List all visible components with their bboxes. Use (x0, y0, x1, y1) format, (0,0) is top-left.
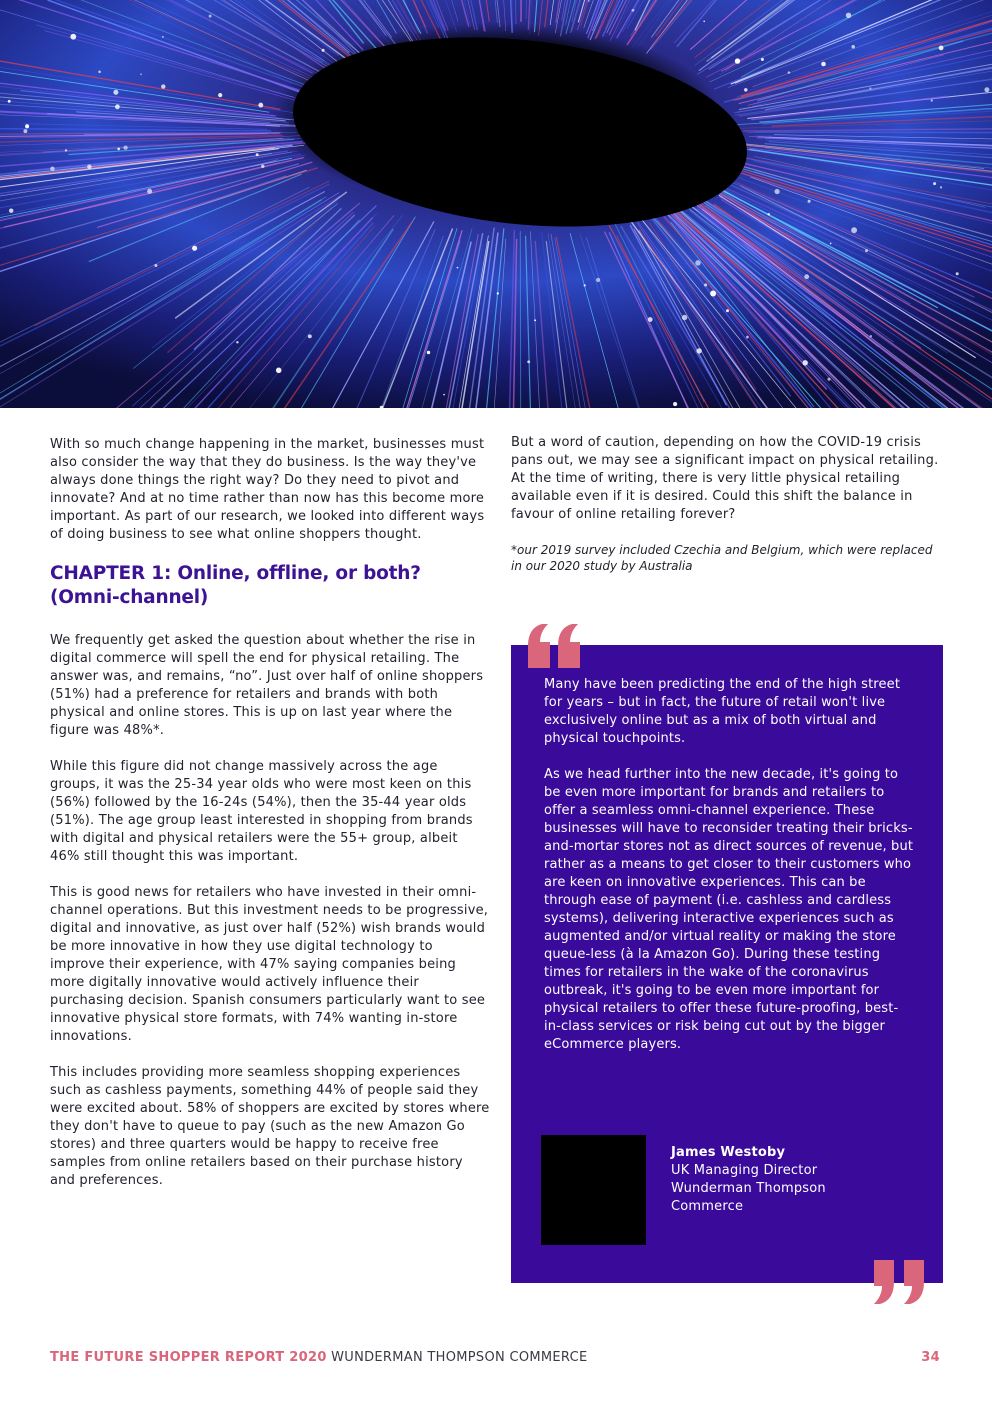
light-dot (744, 88, 747, 91)
light-dot (588, 0, 590, 2)
light-dot (851, 227, 857, 233)
light-dot (140, 73, 142, 75)
light-dot (931, 99, 933, 101)
intro-paragraph: With so much change happening in the market, businesses must also consider the way that they do business. Is the way they've always done things the right way? Do they need to pivot and innovate? And at no time rather than now has this become more important. As part of our research, we looked into different ways of doing business to see what online shoppers thought. (50, 437, 485, 542)
left-column (50, 436, 490, 1208)
light-dot (726, 309, 729, 312)
light-dot (65, 149, 67, 151)
body-paragraph-3: This is good news for retailers who have invested in their omni-channel operations. But this investment needs to be progressive, digital and innovative, as just over half (52%) wish brands would be more innovative in how they use digital technology to improve their experience, with 47% saying companies being more digitally innovative would actively influence their purchasing decision. Spanish consumers particularly want to see innovative physical store formats, with 74% wanting in-store innovations. (50, 885, 489, 1044)
author-title-line2: Wunderman Thompson (671, 1181, 826, 1196)
light-dot (774, 189, 779, 194)
author-title-line1: UK Managing Director (671, 1163, 818, 1178)
light-dot (869, 87, 871, 89)
light-dot (117, 148, 120, 151)
quote-paragraph-1: Many have been predicting the end of the high street for years – but in fact, the future of retail won't live exclusively online but as a mix of both virtual and physical touchpoints. (544, 677, 901, 746)
light-dot (632, 9, 635, 12)
light-dot (584, 284, 586, 286)
light-dot (113, 90, 118, 95)
chapter-title-line2: (Omni-channel) (50, 587, 209, 608)
light-dot (830, 243, 832, 245)
footer-organization: WUNDERMAN THOMPSON COMMERCE (331, 1350, 588, 1365)
quote-paragraph-2: As we head further into the new decade, it's going to be even more important for brands and retailers to offer a seamless omni-channel experience. These businesses will have to reconsider treating their bricks-and-mortar stores not as direct sources of revenue, but rather as a means to get closer to their customers who are keen on innovative experiences. This can be through ease of payment (i.e. cashless and cardless systems), delivering interactive experiences such as augmented and/or virtual reality or making the store queue-less (à la Amazon Go). During these testing times for retailers in the wake of the coronavirus outbreak, it's going to be even more important for physical retailers to offer these future-proofing, best-in-class services or risk being cut out by the bigger eCommerce players. (544, 767, 914, 1052)
page-footer (50, 1350, 942, 1368)
fiber-optic-tunnel-image (0, 0, 992, 408)
light-dot (50, 167, 54, 171)
light-dot (258, 103, 263, 108)
light-dot (746, 336, 749, 339)
light-dot (696, 348, 701, 353)
light-dot (804, 274, 809, 279)
light-dot (123, 146, 127, 150)
light-dot (256, 153, 259, 156)
body-paragraph-4: This includes providing more seamless shopping experiences such as cashless payments, something 44% of people said they were excited about. 58% of shoppers are excited by stores where they don't have to queue to pay (such as the new Amazon Go stores) and three quarters would be happy to receive free samples from online retailers based on their purchase history and preferences. (50, 1065, 490, 1188)
light-dot (308, 334, 312, 338)
body-paragraph-2: While this figure did not change massively across the age groups, it was the 25-34 year olds who were most keen on this (56%) followed by the 16-24s (54%), then the 35-44 year olds (51%). The age group least interested in shopping from brands with digital and physical retailers were the 55+ group, albeit 46% still thought this was important. (50, 759, 473, 864)
light-dot (192, 246, 197, 251)
light-dot (162, 36, 164, 38)
light-dot (161, 84, 165, 88)
light-dot (682, 315, 687, 320)
light-dot (261, 165, 264, 168)
hero-image (0, 0, 992, 408)
light-dot (322, 49, 325, 52)
light-dot (648, 317, 653, 322)
light-dot (695, 260, 701, 266)
footnote: *our 2019 survey included Czechia and Belgium, which were replaced in our 2020 study by Australia (511, 543, 933, 573)
author-title-line3: Commerce (671, 1199, 744, 1214)
light-dot (846, 13, 851, 18)
light-dot (527, 360, 530, 363)
light-dot (443, 394, 445, 396)
caution-paragraph: But a word of caution, depending on how the COVID-19 crisis pans out, we may see a significant impact on physical retailing. At the time of writing, there is very little physical retailing available even if it is desired. Could this shift the balance in favour of online retailing forever? (511, 435, 939, 522)
light-dot (276, 368, 282, 374)
quote-text (544, 676, 914, 1072)
body-paragraph-1: We frequently get asked the question about whether the rise in digital commerce will spell the end for physical retailing. The answer was, and remains, “no”. Just over half of online shoppers (51%) had a preference for retailers and brands with both physical and online stores. This is up on last year where the figure was 48%*. (50, 633, 484, 738)
light-dot (218, 93, 222, 97)
chapter-title (50, 562, 490, 610)
light-dot (956, 272, 959, 275)
author-name: James Westoby (671, 1145, 786, 1160)
page-number: 34 (921, 1350, 940, 1365)
light-dot (457, 267, 459, 269)
light-dot (98, 71, 101, 74)
light-dot (808, 200, 811, 203)
light-dot (703, 20, 705, 22)
light-dot (70, 34, 76, 40)
light-dot (209, 15, 212, 18)
light-dot (673, 402, 677, 406)
light-dot (147, 189, 152, 194)
light-dot (704, 283, 707, 286)
author-photo (541, 1135, 646, 1245)
light-dot (821, 62, 826, 67)
light-dot (534, 319, 536, 321)
light-dot (803, 360, 808, 365)
light-dot (710, 291, 716, 297)
light-dot (933, 182, 936, 185)
light-dot (23, 129, 27, 133)
light-dot (25, 124, 29, 128)
light-dot (767, 213, 769, 215)
light-dot (735, 58, 740, 63)
light-dot (984, 87, 989, 92)
light-dot (427, 351, 430, 354)
light-dot (497, 292, 499, 294)
author-block (671, 1144, 911, 1216)
close-quote-icon (870, 1260, 928, 1304)
light-dot (236, 341, 238, 343)
footer-report-title: THE FUTURE SHOPPER REPORT 2020 (50, 1350, 327, 1365)
light-dot (8, 100, 11, 103)
light-dot (940, 186, 942, 188)
light-dot (939, 46, 944, 51)
light-dot (788, 71, 790, 73)
light-dot (154, 264, 157, 267)
light-dot (115, 104, 120, 109)
light-dot (870, 335, 873, 338)
light-dot (596, 278, 600, 282)
right-column (511, 434, 943, 574)
light-dot (761, 58, 764, 61)
open-quote-icon (526, 624, 584, 668)
light-dot (9, 208, 13, 212)
chapter-title-line1: CHAPTER 1: Online, offline, or both? (50, 563, 421, 584)
light-dot (851, 45, 855, 49)
light-dot (865, 249, 868, 252)
light-dot (87, 164, 91, 168)
light-dot (827, 378, 830, 381)
